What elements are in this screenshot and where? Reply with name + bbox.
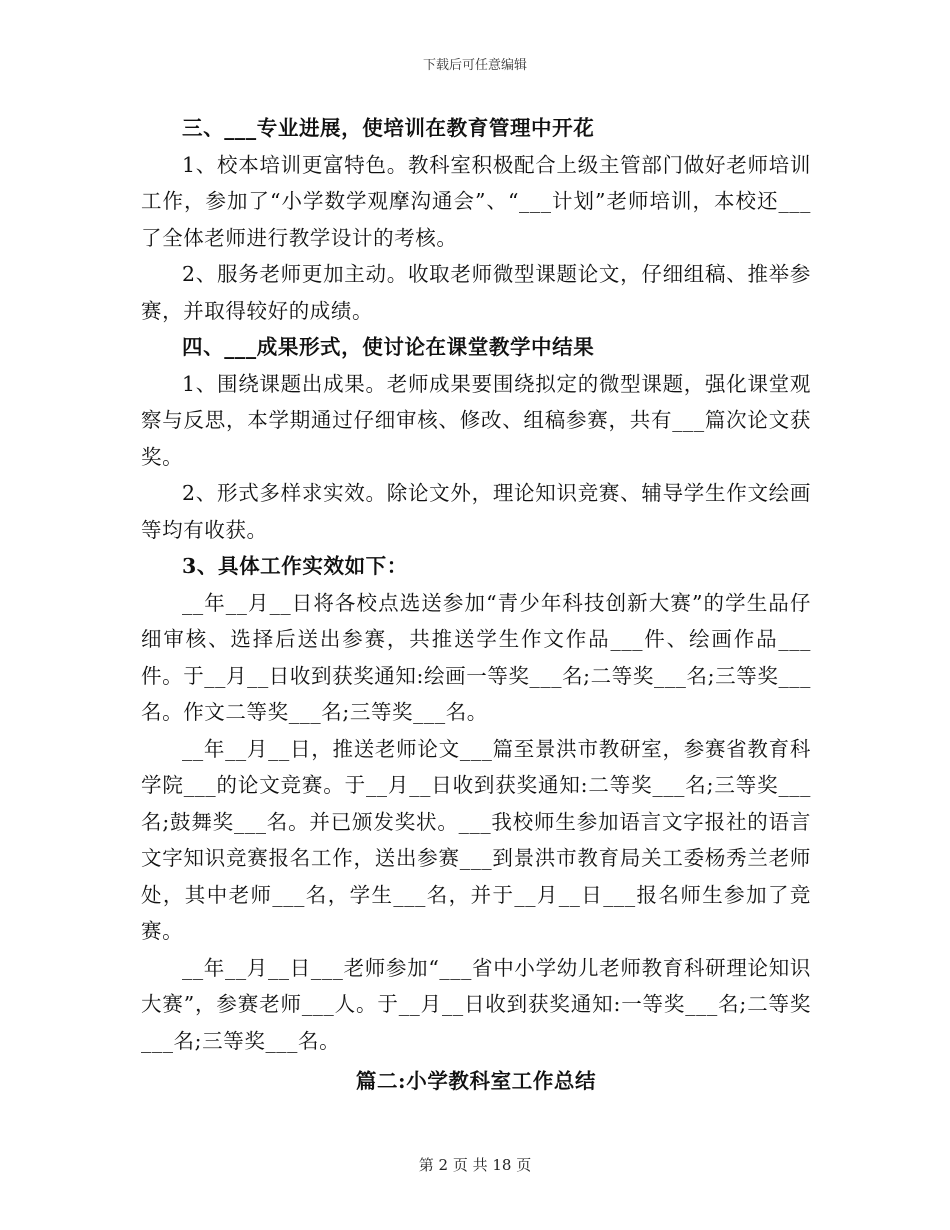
paragraph: 1、围绕课题出成果。老师成果要围绕拟定的微型课题，强化课堂观察与反思，本学期通过仔细审核、修改、组稿参赛，共有___篇次论文获奖。 (141, 371, 811, 469)
paragraph: 2、服务老师更加主动。收取老师微型课题论文，仔细组稿、推举参赛，并取得较好的成绩。 (141, 262, 811, 323)
part-title: 篇二:小学教科室工作总结 (355, 1069, 597, 1093)
paragraph: __年__月__日___老师参加“___省中小学幼儿老师教育科研理论知识大赛”，参赛老师___人。于__月__日收到获奖通知:一等奖___名;二等奖___名;三等奖___名。 (141, 955, 811, 1053)
paragraph: __年__月__日将各校点选送参加“青少年科技创新大赛”的学生品仔细审核、选择后送出参赛，共推送学生作文作品___件、绘画作品___件。于__月__日收到获奖通知:绘画一等奖___名;二等奖___名;三等奖___名。作文二等奖___名;三等奖___名。 (141, 590, 811, 724)
document-body (141, 110, 811, 1100)
subsection-heading: 3、具体工作实效如下： (182, 554, 408, 578)
section-heading-4: 四、___成果形式，使讨论在课堂教学中结果 (182, 335, 595, 359)
paragraph: 2、形式多样求实效。除论文外，理论知识竞赛、辅导学生作文绘画等均有收获。 (141, 481, 811, 542)
paragraph: 1、校本培训更富特色。教科室积极配合上级主管部门做好老师培训工作，参加了“小学数学观摩沟通会”、“___计划”老师培训，本校还___了全体老师进行教学设计的考核。 (141, 152, 811, 250)
page-number-footer: 第 2 页 共 18 页 (418, 1156, 532, 1174)
paragraph: __年__月__日，推送老师论文___篇至景洪市教研室，参赛省教育科学院___的论文竞赛。于__月__日收到获奖通知:二等奖___名;三等奖___名;鼓舞奖___名。并已颁发奖状。___我校师生参加语言文字报社的语言文字知识竞赛报名工作，送出参赛___到景洪市教育局关工委杨秀兰老师处，其中老师___名，学生___名，并于__月__日___报名师生参加了竞赛。 (141, 736, 811, 943)
section-heading-3: 三、___专业进展，使培训在教育管理中开花 (182, 116, 595, 140)
header-note: 下载后可任意编辑 (422, 58, 527, 73)
